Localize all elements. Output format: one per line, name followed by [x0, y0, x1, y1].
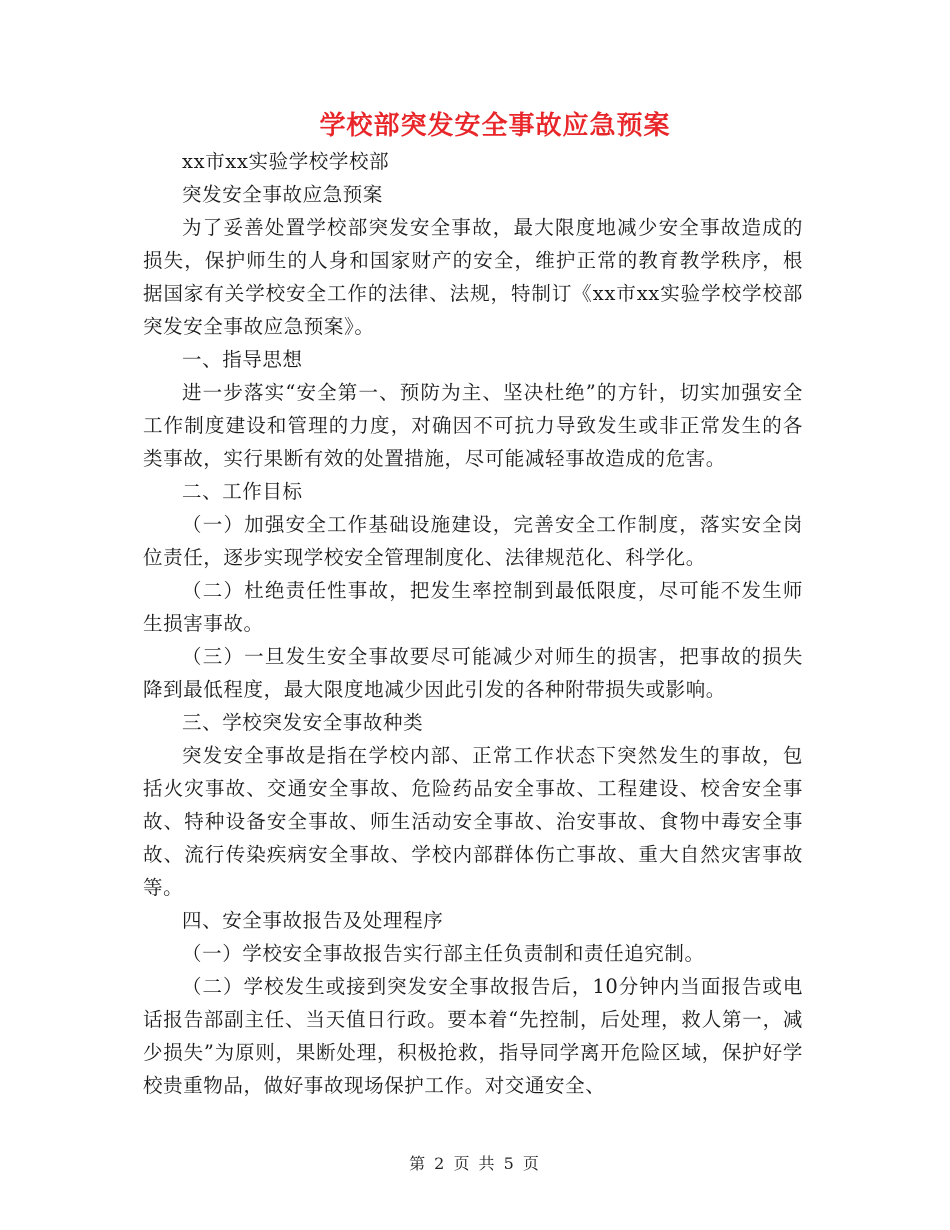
- paragraph-intro: 为了妥善处置学校部突发安全事故，最大限度地减少安全事故造成的损失，保护师生的人身和国家财产的安全，维护正常的教育教学秩序，根据国家有关学校安全工作的法律、法规，特制订《xx市xx实验学校学校部突发安全事故应急预案》。: [143, 216, 803, 338]
- page-number: 第 2 页 共 5 页: [409, 1154, 541, 1173]
- document-body: [143, 145, 803, 1102]
- paragraph-procedure-2: （二）学校发生或接到突发安全事故报告后，10分钟内当面报告或电话报告部副主任、当天值日行政。要本着“先控制，后处理，救人第一，减少损失”为原则，果断处理，积极抢救，指导同学离开危险区域，保护好学校贵重物品，做好事故现场保护工作。对交通安全、: [143, 975, 803, 1097]
- paragraph-goal-3: （三）一旦发生安全事故要尽可能减少对师生的损害，把事故的损失降到最低程度，最大限度地减少因此引发的各种附带损失或影响。: [143, 645, 803, 701]
- heading-work-goals: 二、工作目标: [182, 480, 303, 503]
- paragraph-school-name: xx市xx实验学校学校部: [182, 150, 390, 173]
- paragraph-goal-1: （一）加强安全工作基础设施建设，完善安全工作制度，落实安全岗位责任，逐步实现学校安全管理制度化、法律规范化、科学化。: [143, 513, 803, 569]
- heading-guiding-ideology: 一、指导思想: [182, 348, 303, 371]
- paragraph-accident-types: 突发安全事故是指在学校内部、正常工作状态下突然发生的事故，包括火灾事故、交通安全事故、危险药品安全事故、工程建设、校舍安全事故、特种设备安全事故、师生活动安全事故、治安事故、食物中毒安全事故、流行传染疾病安全事故、学校内部群体伤亡事故、重大自然灾害事故等。: [143, 744, 803, 899]
- document-title: 学校部突发安全事故应急预案: [319, 111, 671, 141]
- heading-accident-types: 三、学校突发安全事故种类: [182, 711, 424, 734]
- paragraph-subtitle: 突发安全事故应急预案: [182, 183, 384, 206]
- paragraph-goal-2: （二）杜绝责任性事故，把发生率控制到最低限度，尽可能不发生师生损害事故。: [143, 579, 803, 635]
- paragraph-procedure-1: （一）学校安全事故报告实行部主任负责制和责任追究制。: [182, 942, 705, 965]
- heading-reporting-procedure: 四、安全事故报告及处理程序: [182, 909, 444, 932]
- paragraph-guiding-ideology: 进一步落实“安全第一、预防为主、坚决杜绝”的方针，切实加强安全工作制度建设和管理的力度，对确因不可抗力导致发生或非正常发生的各类事故，实行果断有效的处置措施，尽可能减轻事故造成的危害。: [143, 381, 803, 470]
